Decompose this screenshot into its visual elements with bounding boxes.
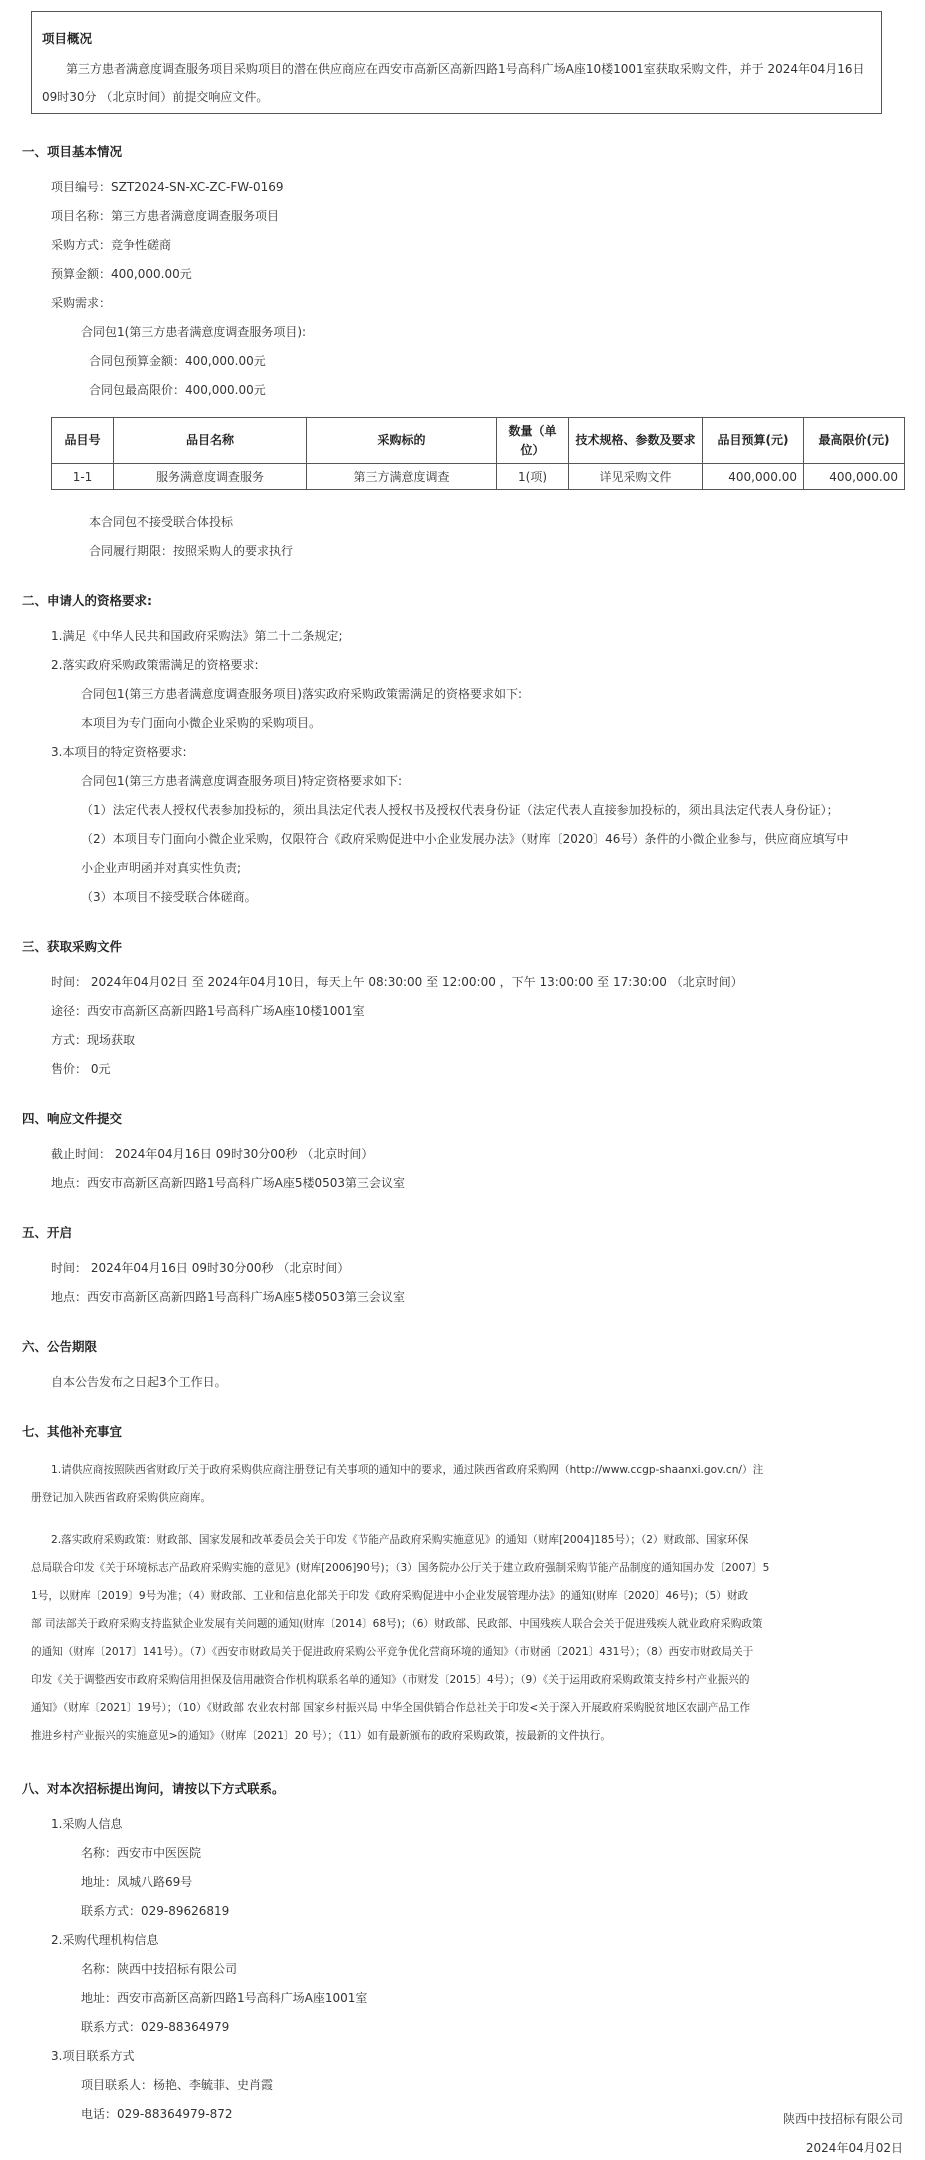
contact-person: 项目联系人：杨艳、李毓菲、史肖霞 xyxy=(81,2078,274,2092)
submit-deadline: 截止时间： 2024年04月16日 09时30分00秒 （北京时间） xyxy=(51,1147,374,1161)
project-name: 项目名称：第三方患者满意度调查服务项目 xyxy=(51,209,280,223)
no-union-note: 本合同包不接受联合体投标 xyxy=(89,515,234,529)
items-table xyxy=(51,417,905,490)
section-6-heading: 六、公告期限 xyxy=(22,1339,98,1354)
overview-text-block xyxy=(42,55,871,111)
qualification-line: 小企业声明函并对真实性负责; xyxy=(81,861,242,875)
contact-title: 3.项目联系方式 xyxy=(51,2049,135,2063)
table-header: 数量（单位） xyxy=(497,418,569,464)
procurement-method: 采购方式：竞争性磋商 xyxy=(51,238,172,252)
qualification-line: 本项目为专门面向小微企业采购的采购项目。 xyxy=(81,716,322,730)
buyer-name: 名称：西安市中医医院 xyxy=(81,1846,202,1860)
supplement-line: 总局联合印发《关于环境标志产品政府采购实施的意见》(财库[2006]90号)；（3）国务院办公厅关于建立政府强制采购节能产品制度的通知国办发〔2007〕5 xyxy=(31,1562,770,1574)
qualification-line: 2.落实政府采购政策需满足的资格要求: xyxy=(51,658,259,672)
agent-name: 名称：陕西中技招标有限公司 xyxy=(81,1962,238,1976)
budget-amount: 预算金额：400,000.00元 xyxy=(51,267,192,281)
supplement-line: 册登记加入陕西省政府采购供应商库。 xyxy=(31,1492,212,1504)
table-header: 品目名称 xyxy=(114,418,307,464)
table-cell: 1(项) xyxy=(497,464,569,490)
section-7-heading: 七、其他补充事宜 xyxy=(22,1424,123,1439)
table-cell: 第三方满意度调查 xyxy=(307,464,497,490)
qualification-line: 合同包1(第三方患者满意度调查服务项目)特定资格要求如下: xyxy=(81,774,403,788)
qualification-line: （1）法定代表人授权代表参加投标的，须出具法定代表人授权书及授权代表身份证（法定代表人直接参加投标的，须出具法定代表人身份证）； xyxy=(81,803,839,817)
supplement-line: 推进乡村产业振兴的实施意见>的通知》（财库〔2021〕20 号）；（11）如有最新颁布的政府采购政策，按最新的文件执行。 xyxy=(31,1730,611,1742)
table-cell: 服务满意度调查服务 xyxy=(114,464,307,490)
table-header: 技术规格、参数及要求 xyxy=(569,418,703,464)
supplement-line: 部 司法部关于政府采购支持监狱企业发展有关问题的通知(财库〔2014〕68号)；（6）财政部、民政部、中国残疾人联合会关于促进残疾人就业政府采购政策 xyxy=(31,1618,763,1630)
open-time: 时间： 2024年04月16日 09时30分00秒 （北京时间） xyxy=(51,1261,350,1275)
acquire-mode: 方式：现场获取 xyxy=(51,1033,136,1047)
acquire-time: 时间： 2024年04月02日 至 2024年04月10日，每天上午 08:30:00 至 12:00:00 ，下午 13:00:00 至 17:30:00 （北京时间） xyxy=(51,975,743,989)
supplement-line: 印发《关于调整西安市政府采购信用担保及信用融资合作机构联系名单的通知》（市财发〔2015〕4号）；（9）《关于运用政府采购政策支持乡村产业振兴的 xyxy=(31,1674,750,1686)
section-2-heading: 二、申请人的资格要求: xyxy=(22,593,152,608)
agent-address: 地址：西安市高新区高新四路1号高科广场A座1001室 xyxy=(81,1991,368,2005)
table-cell: 400,000.00 xyxy=(804,464,905,490)
qualification-line: （3）本项目不接受联合体磋商。 xyxy=(81,890,257,904)
section-5-heading: 五、开启 xyxy=(22,1225,73,1240)
supplement-line: 通知》（财库〔2021〕19号）；（10）《财政部 农业农村部 国家乡村振兴局 中华全国供销合作总社关于印发<关于深入开展政府采购脱贫地区农副产品工作 xyxy=(31,1702,751,1714)
supplement-line: 1号，以财库〔2019〕9号为准；（4）财政部、工业和信息化部关于印发《政府采购促进中小企业发展管理办法》的通知(财库〔2020〕46号)；（5）财政 xyxy=(31,1590,749,1602)
overview-title: 项目概况 xyxy=(42,31,93,46)
footer-organization: 陕西中技招标有限公司 xyxy=(782,2112,903,2126)
table-header-row xyxy=(52,418,905,464)
agent-phone: 联系方式：029-88364979 xyxy=(81,2020,230,2034)
section-8-heading: 八、对本次招标提出询问，请按以下方式联系。 xyxy=(22,1781,285,1796)
table-row xyxy=(52,464,905,490)
buyer-address: 地址：凤城八路69号 xyxy=(81,1875,193,1889)
open-place: 地点：西安市高新区高新四路1号高科广场A座5楼0503第三会议室 xyxy=(51,1290,406,1304)
footer-date: 2024年04月02日 xyxy=(805,2141,903,2155)
qualification-line: （2）本项目专门面向小微企业采购，仅限符合《政府采购促进中小企业发展办法》（财库〔2020〕46号）条件的小微企业参与，供应商应填写中 xyxy=(81,832,849,846)
contract-package: 合同包1(第三方患者满意度调查服务项目): xyxy=(81,325,307,339)
table-cell: 详见采购文件 xyxy=(569,464,703,490)
submit-place: 地点：西安市高新区高新四路1号高科广场A座5楼0503第三会议室 xyxy=(51,1176,406,1190)
qualification-line: 3.本项目的特定资格要求: xyxy=(51,745,187,759)
agent-info-title: 2.采购代理机构信息 xyxy=(51,1933,159,1947)
project-overview-box xyxy=(31,11,882,114)
supplement-line: 2.落实政府采购政策：财政部、国家发展和改革委员会关于印发《节能产品政府采购实施意见》的通知（财库[2004]185号）；（2）财政部、国家环保 xyxy=(51,1534,749,1546)
supplement-line: 1.请供应商按照陕西省财政厅关于政府采购供应商注册登记有关事项的通知中的要求，通过陕西省政府采购网（http://www.ccgp-shaanxi.gov.cn/）注 xyxy=(51,1464,764,1476)
section-3-heading: 三、获取采购文件 xyxy=(22,939,123,954)
supplement-line: 的通知（财库〔2017〕141号）。（7）《西安市财政局关于促进政府采购公平竞争优化营商环境的通知》（市财函〔2021〕431号）；（8）西安市财政局关于 xyxy=(31,1646,754,1658)
project-code: 项目编号：SZT2024-SN-XC-ZC-FW-0169 xyxy=(51,180,284,194)
table-header: 品目号 xyxy=(52,418,114,464)
notice-period: 自本公告发布之日起3个工作日。 xyxy=(51,1375,227,1389)
acquire-route: 途径：西安市高新区高新四路1号高科广场A座10楼1001室 xyxy=(51,1004,365,1018)
contact-phone: 电话：029-88364979-872 xyxy=(81,2107,233,2121)
overview-text: 第三方患者满意度调查服务项目采购项目的潜在供应商应在西安市高新区高新四路1号高科广场A座10楼1001室获取采购文件，并于 2024年04月16日 09时30分 （北京时间）前提交响应文件。 xyxy=(42,62,865,104)
buyer-phone: 联系方式：029-89626819 xyxy=(81,1904,230,1918)
table-header: 品目预算(元) xyxy=(703,418,804,464)
contract-period: 合同履行期限：按照采购人的要求执行 xyxy=(89,544,294,558)
package-max-price: 合同包最高限价：400,000.00元 xyxy=(89,383,266,397)
section-4-heading: 四、响应文件提交 xyxy=(22,1111,123,1126)
acquire-price: 售价： 0元 xyxy=(51,1062,111,1076)
table-header: 最高限价(元) xyxy=(804,418,905,464)
package-budget: 合同包预算金额：400,000.00元 xyxy=(89,354,266,368)
buyer-info-title: 1.采购人信息 xyxy=(51,1817,123,1831)
table-cell: 1-1 xyxy=(52,464,114,490)
procurement-demand: 采购需求： xyxy=(51,296,112,310)
table-header: 采购标的 xyxy=(307,418,497,464)
table-cell: 400,000.00 xyxy=(703,464,804,490)
qualification-line: 合同包1(第三方患者满意度调查服务项目)落实政府采购政策需满足的资格要求如下: xyxy=(81,687,523,701)
section-1-heading: 一、项目基本情况 xyxy=(22,144,123,159)
qualification-line: 1.满足《中华人民共和国政府采购法》第二十二条规定; xyxy=(51,629,343,643)
